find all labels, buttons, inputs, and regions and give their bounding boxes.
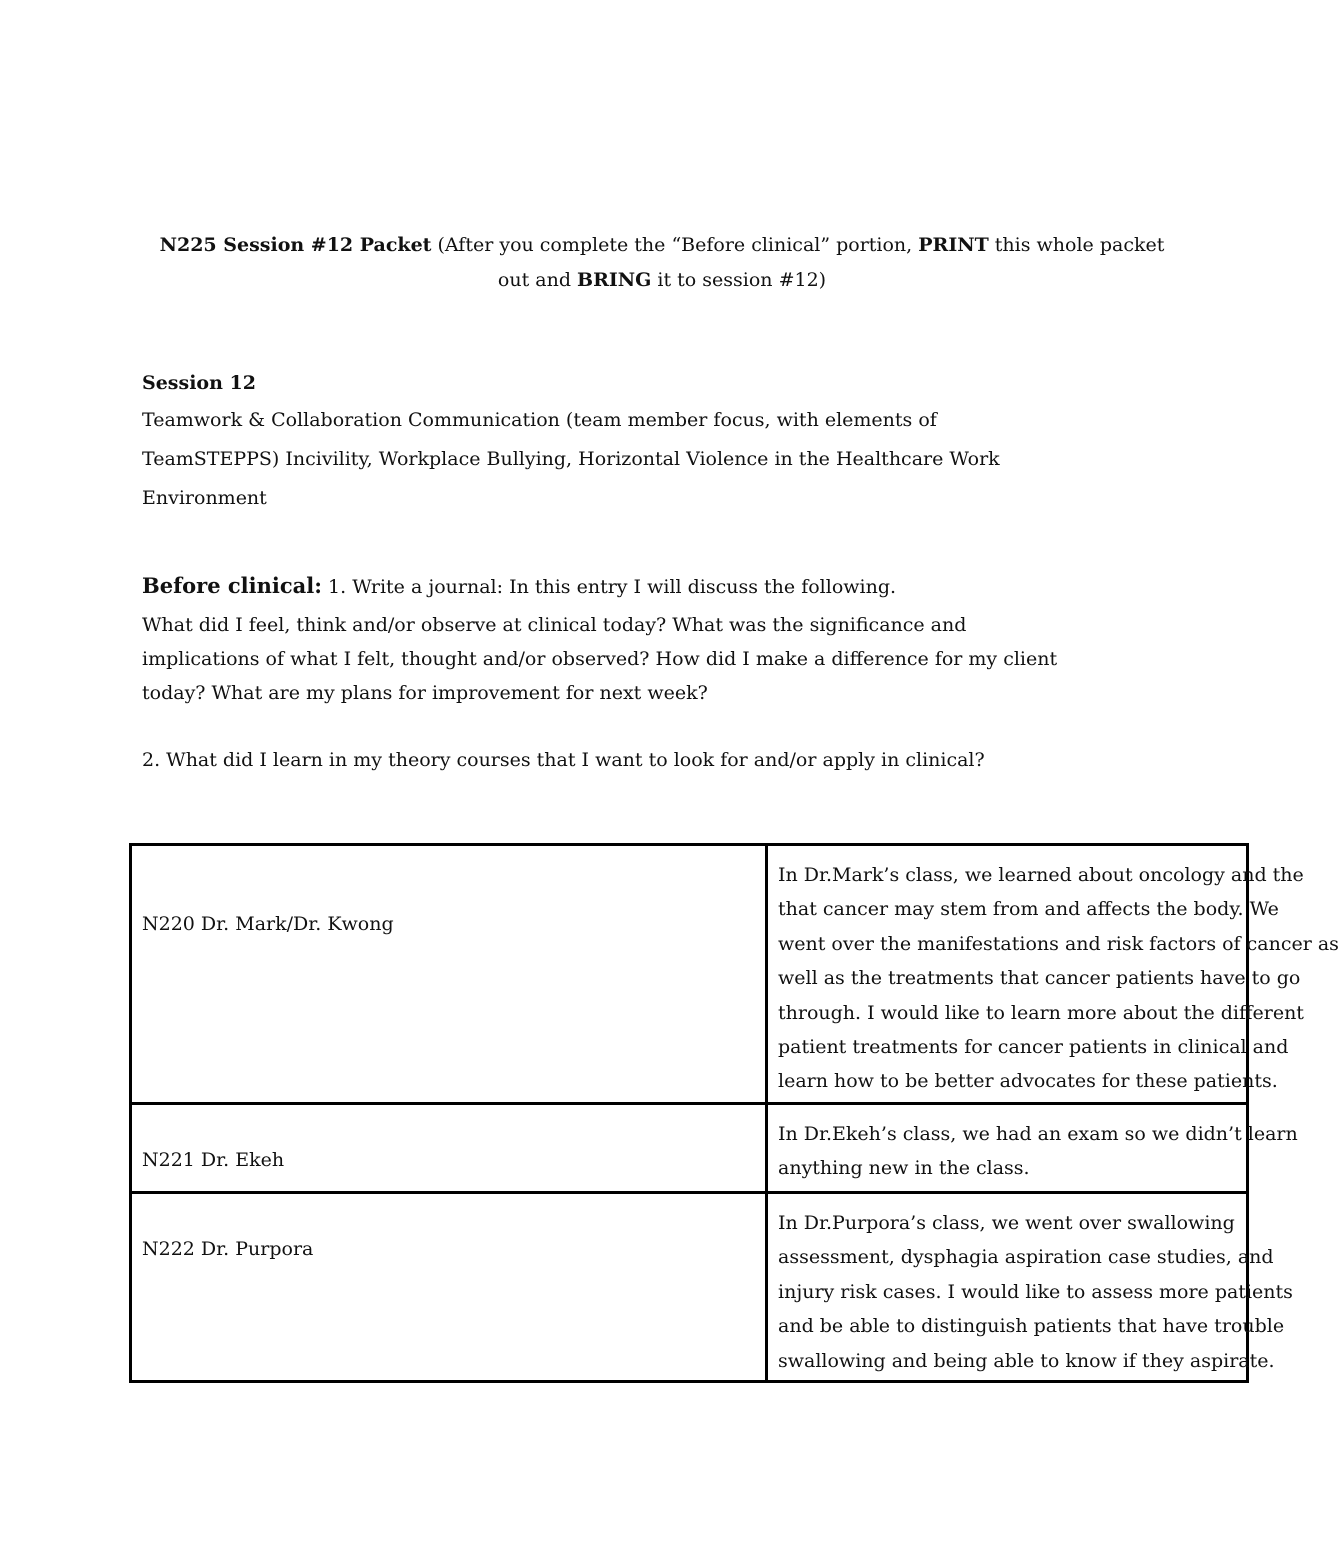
journal-prompt: 1. Write a journal: In this entry I will discuss the following. bbox=[328, 576, 897, 598]
course-cell bbox=[131, 845, 767, 1104]
course-label: N222 Dr. Purpora bbox=[142, 1238, 314, 1260]
course-label: N221 Dr. Ekeh bbox=[142, 1149, 285, 1171]
course-cell bbox=[131, 1193, 767, 1382]
course-cell bbox=[131, 1104, 767, 1193]
before-clinical-label: Before clinical: bbox=[142, 573, 322, 598]
notes-line: anything new in the class. bbox=[778, 1157, 1030, 1180]
notes-cell bbox=[767, 845, 1339, 1104]
notes-line: injury risk cases. I would like to assess more patients bbox=[778, 1280, 1293, 1303]
packet-instruction-part3: it to session #12) bbox=[657, 269, 827, 291]
notes-line: that cancer may stem from and affects the body. We bbox=[778, 898, 1279, 921]
notes-text bbox=[768, 846, 1339, 1099]
bring-emphasis: BRING bbox=[577, 269, 652, 291]
print-emphasis: PRINT bbox=[918, 234, 989, 256]
course-label: N220 Dr. Mark/Dr. Kwong bbox=[142, 913, 394, 935]
notes-cell bbox=[767, 1193, 1293, 1382]
reflection-questions: What did I feel, think and/or observe at clinical today? What was the significance and implications of what I felt, thought and/or observed? How did I make a difference for my client today? What are my plans for improvement for next week? bbox=[142, 614, 1058, 704]
notes-cell bbox=[767, 1104, 1298, 1193]
notes-text bbox=[768, 1105, 1298, 1186]
notes-line: learn how to be better advocates for these patients. bbox=[778, 1070, 1278, 1093]
notes-line: In Dr.Ekeh’s class, we had an exam so we didn’t learn bbox=[778, 1123, 1298, 1145]
packet-instruction-part2: this whole packet out and bbox=[497, 234, 1165, 291]
notes-line: In Dr.Purpora’s class, we went over swallowing bbox=[778, 1212, 1235, 1234]
notes-line: swallowing and being able to know if they aspirate. bbox=[778, 1349, 1275, 1372]
notes-line: assessment, dysphagia aspiration case studies, and bbox=[778, 1246, 1274, 1269]
notes-line: patient treatments for cancer patients in clinical and bbox=[778, 1036, 1289, 1059]
notes-line: went over the manifestations and risk factors of cancer as bbox=[778, 932, 1339, 955]
table-row bbox=[131, 1104, 1248, 1193]
theory-question: 2. What did I learn in my theory courses that I want to look for and/or apply in clinical? bbox=[142, 749, 985, 771]
packet-title-bold: N225 Session #12 Packet bbox=[159, 234, 432, 256]
theory-courses-table bbox=[129, 843, 1339, 1383]
table-row bbox=[131, 845, 1248, 1104]
notes-line: In Dr.Mark’s class, we learned about oncology and the bbox=[778, 864, 1304, 886]
notes-line: through. I would like to learn more about the different bbox=[778, 1001, 1304, 1024]
session-heading: Session 12 bbox=[142, 372, 256, 394]
notes-text bbox=[768, 1194, 1293, 1378]
notes-line: well as the treatments that cancer patients have to go bbox=[778, 967, 1301, 990]
table-row bbox=[131, 1193, 1248, 1382]
notes-line: and be able to distinguish patients that have trouble bbox=[778, 1315, 1285, 1338]
packet-title bbox=[142, 228, 1182, 298]
before-clinical-section bbox=[142, 569, 1062, 710]
session-topics: Teamwork & Collaboration Communication (team member focus, with elements of TeamSTEPPS) Incivility, Workplace Bullying, Horizontal Violence in the Healthcare Work Environment bbox=[142, 409, 1000, 509]
before-clinical-prompt bbox=[142, 569, 1062, 604]
packet-instruction-part1: (After you complete the “Before clinical” portion, bbox=[437, 234, 913, 256]
